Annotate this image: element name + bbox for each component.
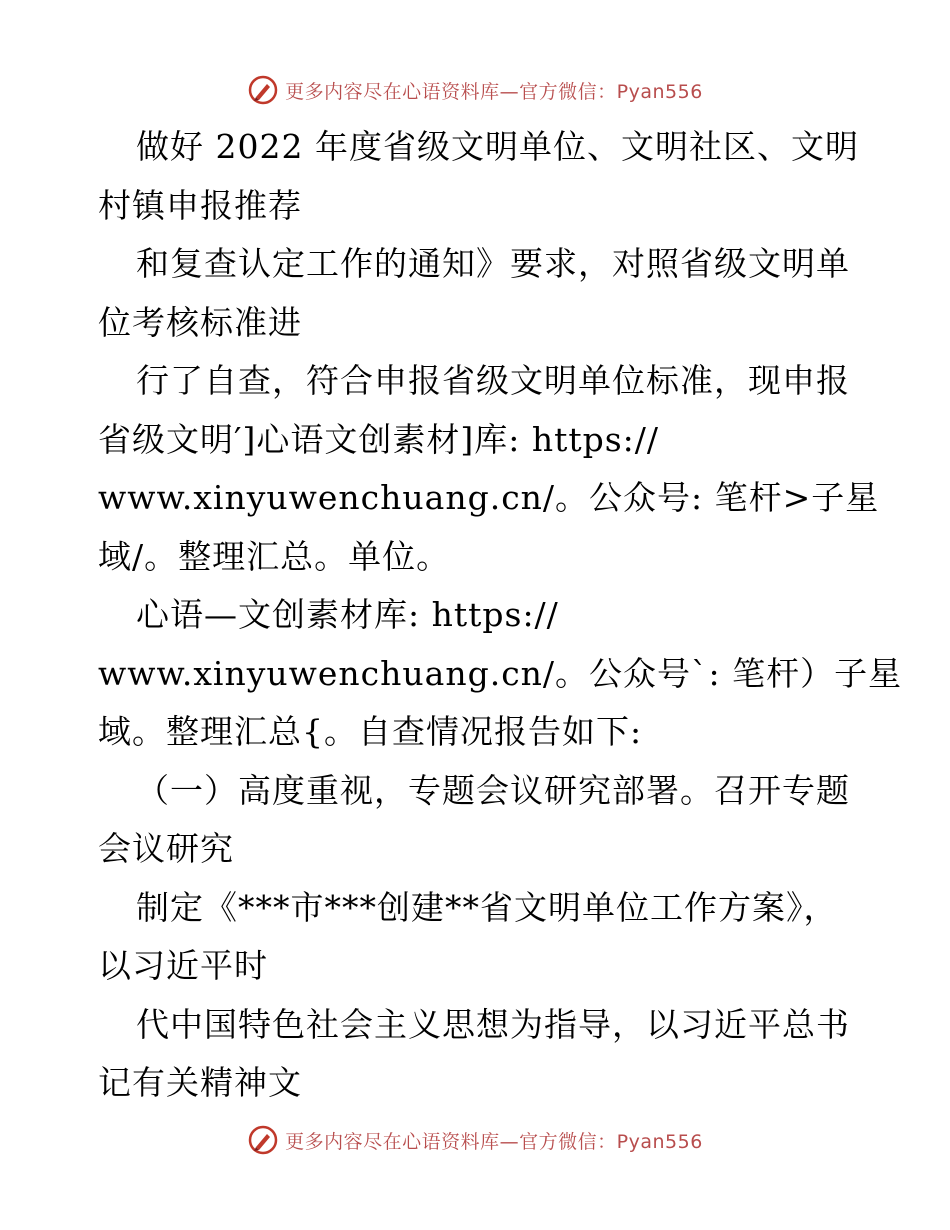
body-line: 域/。整理汇总。单位。	[98, 536, 451, 576]
body-line: 心语—文创素材库: https://	[136, 595, 559, 634]
body-line: www.xinyuwenchuang.cn/。公众号: 笔杆>子星	[98, 478, 880, 517]
pen-circle-logo-icon	[247, 1124, 279, 1156]
body-line: 以习近平时	[98, 946, 268, 985]
pen-circle-logo-icon	[247, 74, 279, 106]
body-line: 村镇申报推荐	[98, 185, 302, 225]
body-line: 会议研究	[98, 829, 234, 868]
header-watermark-text: 更多内容尽在心语资料库—官方微信：Pyan556	[285, 80, 703, 103]
body-line: 省级文明′]心语文创素材]库: https://	[98, 419, 660, 459]
footer-watermark-text: 更多内容尽在心语资料库—官方微信：Pyan556	[285, 1130, 703, 1153]
body-line: 位考核标准进	[98, 302, 302, 342]
body-line: （一）高度重视，专题会议研究部署。召开专题	[136, 770, 850, 810]
body-line: 做好 2022 年度省级文明单位、文明社区、文明	[136, 127, 859, 166]
body-line: 和复查认定工作的通知》要求，对照省级文明单	[136, 244, 850, 283]
document-body	[98, 118, 903, 1113]
body-line: www.xinyuwenchuang.cn/。公众号`: 笔杆）子星	[98, 653, 903, 693]
body-line: 制定《***市***创建**省文明单位工作方案》，	[136, 887, 838, 927]
body-line: 行了自查，符合申报省级文明单位标准，现申报	[136, 361, 850, 400]
body-line: 代中国特色社会主义思想为指导，以习近平总书	[136, 1004, 850, 1044]
header-watermark-banner	[0, 70, 950, 110]
body-line: 域。整理汇总{。自查情况报告如下:	[98, 712, 643, 751]
body-line: 记有关精神文	[98, 1063, 302, 1102]
footer-watermark-banner	[0, 1120, 950, 1160]
